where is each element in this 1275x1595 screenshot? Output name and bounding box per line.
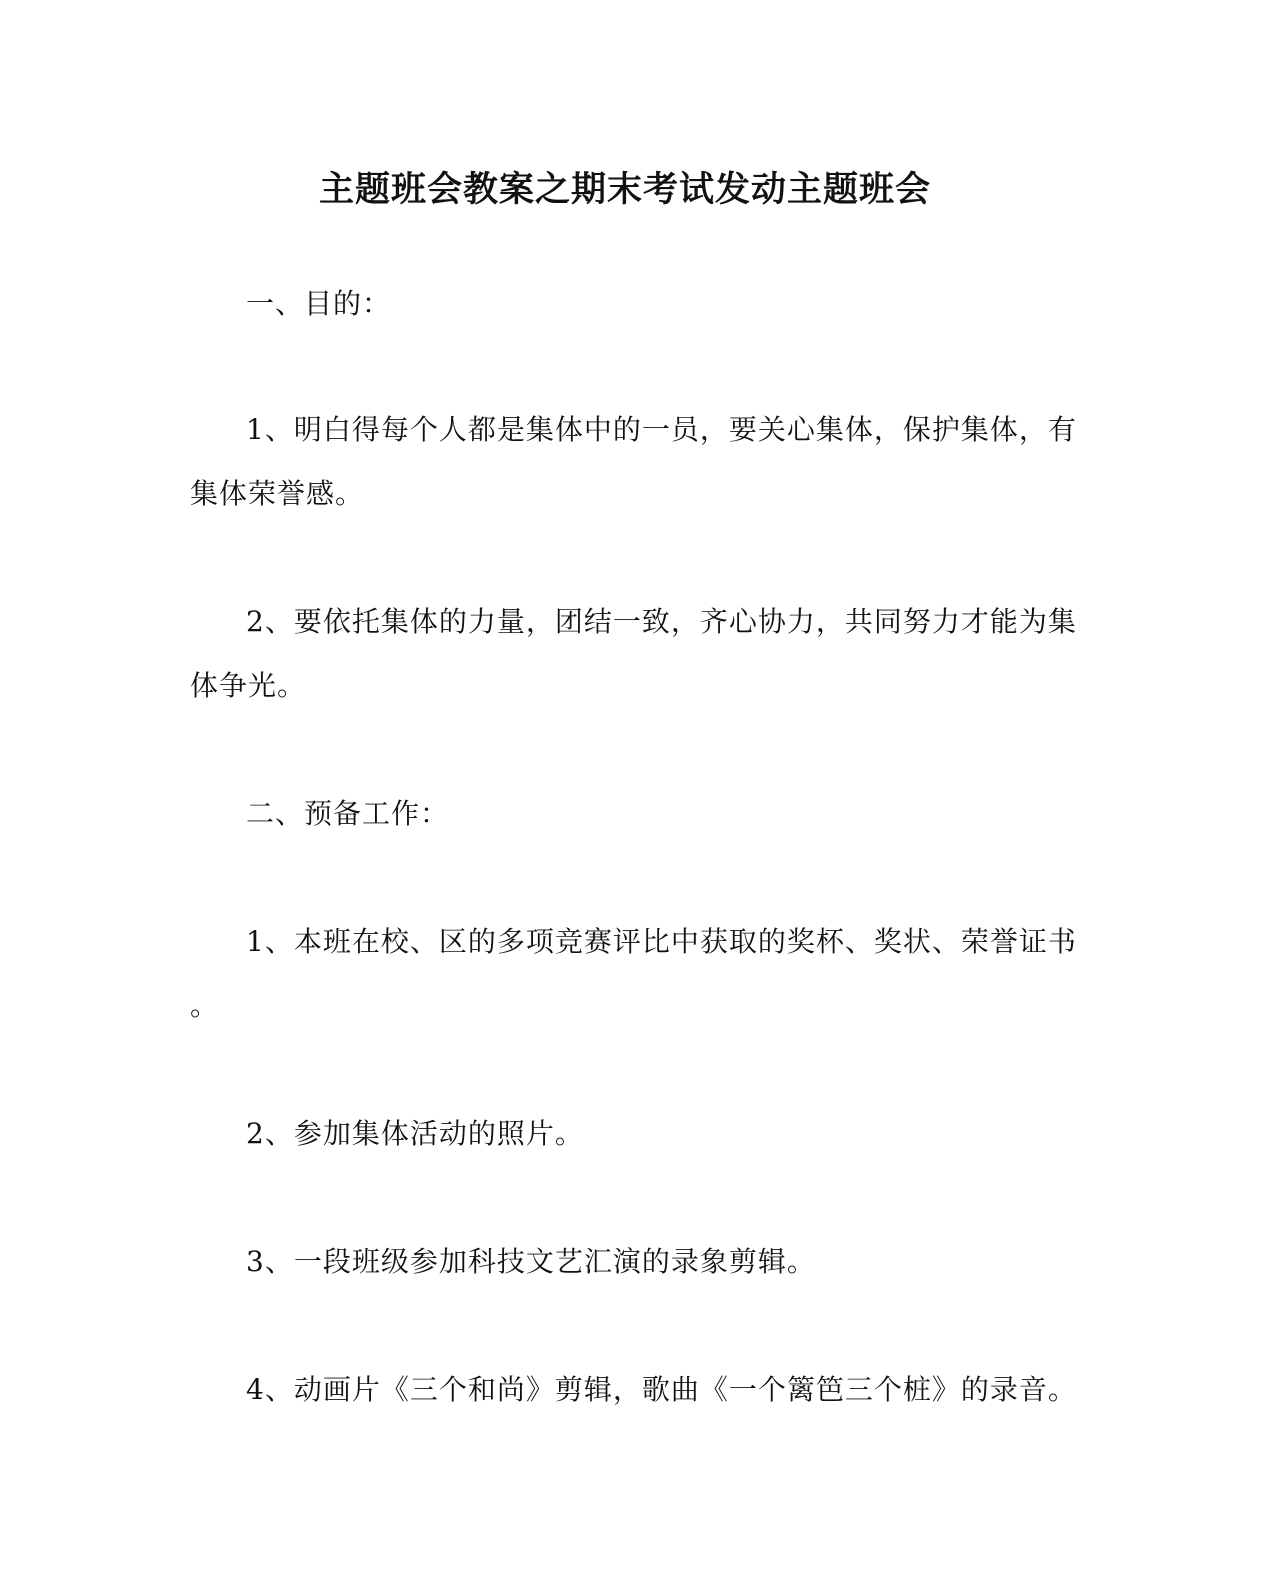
paragraph-line: 1、本班在校、区的多项竞赛评比中获取的奖杯、奖状、荣誉证书 — [246, 925, 1077, 958]
paragraph-line: 体争光。 — [190, 669, 307, 702]
paragraph-line: 3、一段班级参加科技文艺汇演的录象剪辑。 — [246, 1245, 816, 1278]
paragraph-line: 2、参加集体活动的照片。 — [246, 1117, 584, 1150]
paragraph-line: 。 — [190, 989, 220, 1022]
paragraph-line: 集体荣誉感。 — [190, 477, 365, 510]
paragraph-line: 4、动画片《三个和尚》剪辑，歌曲《一个篱笆三个桩》的录音。 — [246, 1373, 1077, 1406]
document-title: 主题班会教案之期末考试发动主题班会 — [318, 169, 931, 210]
section-heading-purpose: 一、目的： — [246, 287, 392, 320]
section-heading-preparation: 二、预备工作： — [246, 797, 450, 830]
paragraph-line: 2、要依托集体的力量，团结一致，齐心协力，共同努力才能为集 — [246, 605, 1077, 638]
paragraph-line: 1、明白得每个人都是集体中的一员，要关心集体，保护集体，有 — [246, 413, 1077, 446]
